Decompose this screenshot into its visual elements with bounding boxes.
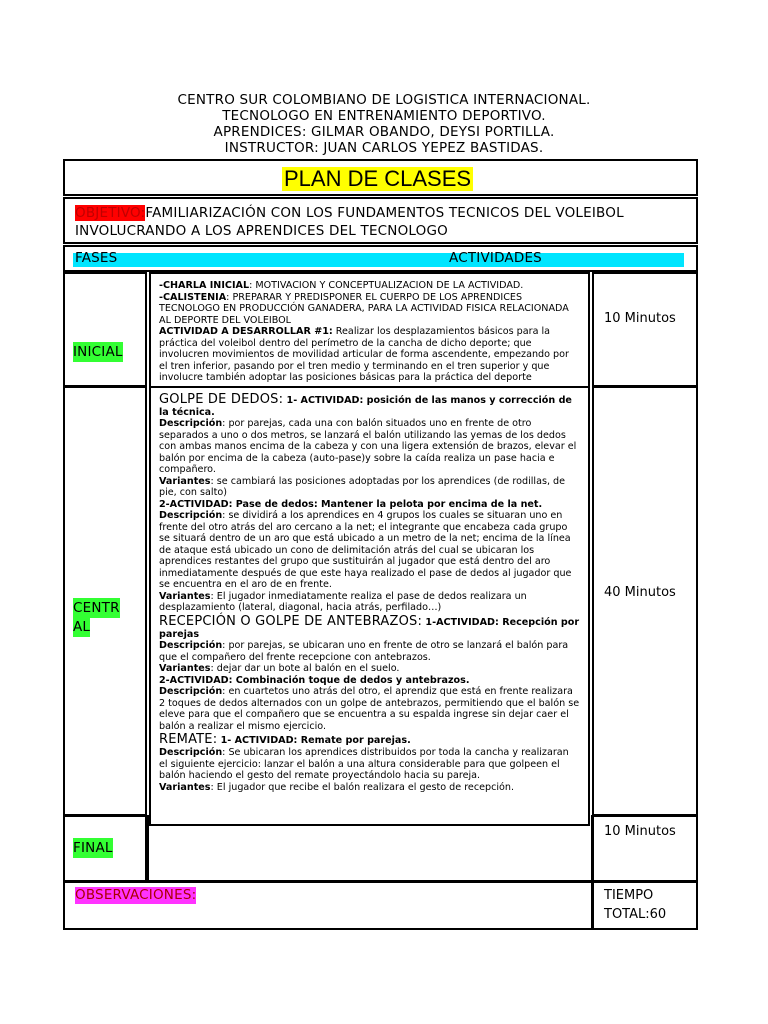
recepcion-activity-2: 2-ACTIVIDAD: Combinación toque de dedos y antebrazos. <box>159 674 470 686</box>
remate-var-1-label: Variantes <box>159 781 211 793</box>
recepcion-desc-2: : en cuartetos uno atrás del otro, el aprendiz que está en frente realizara 2 toques de dedos alternados con un golpe de antebrazos, permitiendo que el balón se eleve para que el compañero que se encuentra a su espalda ingrese sin dejar caer el balón a realizar el mismo ejercicio. <box>159 686 580 732</box>
column-header-highlight <box>73 253 684 267</box>
calistenia-label: -CALISTENIA <box>159 291 227 303</box>
objective-row <box>63 197 698 244</box>
phase-central-label-2: AL <box>73 619 91 635</box>
activity-1-label: ACTIVIDAD A DESARROLLAR #1: <box>159 326 333 337</box>
golpe-title: GOLPE DE DEDOS: <box>159 391 284 407</box>
recepcion-activity-1: 1-ACTIVIDAD: Recepción por parejas <box>159 616 580 640</box>
golpe-var-1: : se cambiará las posiciones adoptadas por los aprendices (de rodillas, de pie, con salto) <box>159 475 566 498</box>
time-inicial: 10 Minutos <box>604 311 676 326</box>
phase-cell-inicial <box>63 272 147 387</box>
recepcion-desc-1: : por parejas, se ubicaran uno en frente de otro se lanzará el balón para que el compañero del frente recepcione con antebrazos. <box>159 640 569 663</box>
remate-activity-1: 1- ACTIVIDAD: Remate por parejas. <box>217 735 411 746</box>
phase-cell-central <box>63 386 147 816</box>
time-cell-inicial <box>592 272 698 387</box>
golpe-var-2-label: Variantes <box>159 590 211 602</box>
column-actividades: ACTIVIDADES <box>449 250 542 266</box>
recepcion-var-1-label: Variantes <box>159 663 211 674</box>
remate-desc-1-label: Descripción <box>159 747 223 758</box>
recepcion-var-1: : dejar dar un bote al balón en el suelo. <box>210 663 400 674</box>
golpe-desc-2-label: Descripción <box>159 510 223 521</box>
remate-desc-1: : Se ubicaran los aprendices distribuidos por toda la cancha y realizaran el siguiente ejercicio: lanzar el balón a una altura considerable para que golpeen el balón haciendo el gesto del remate proyectándolo hacia su pareja. <box>159 747 569 781</box>
activities-cell <box>149 272 590 826</box>
activity-divider <box>149 386 590 388</box>
golpe-activity-2: 2-ACTIVIDAD: Pase de dedos: Mantener la pelota por encima de la net. <box>159 498 543 510</box>
phase-inicial-label: INICIAL <box>73 344 123 360</box>
header-line-2: TECNOLOGO EN ENTRENAMIENTO DEPORTIVO. <box>222 108 546 124</box>
objective-text: FAMILIARIZACIÓN CON LOS FUNDAMENTOS TECNICOS DEL VOLEIBOL INVOLUCRANDO A LOS APRENDICES DEL TECNOLOGO <box>75 205 624 239</box>
objective-label: OBJETIVO: <box>75 205 146 221</box>
golpe-var-1-label: Variantes <box>159 475 211 487</box>
time-central: 40 Minutos <box>604 585 676 600</box>
phase-cell-final <box>63 815 147 882</box>
golpe-var-2: : El jugador inmediatamente realiza el pase de dedos realizara un desplazamiento (lateral, diagonal, hacia atrás, perfilado…) <box>159 590 527 613</box>
phase-final-label: FINAL <box>73 840 113 856</box>
document-header <box>0 92 768 156</box>
recepcion-desc-1-label: Descripción <box>159 640 223 651</box>
remate-title: REMATE: <box>159 732 218 747</box>
objective-text-block <box>75 204 695 240</box>
plan-title: PLAN DE CLASES <box>284 166 472 191</box>
time-final: 10 Minutos <box>604 824 676 839</box>
charla-text: : MOTIVACION Y CONCEPTUALIZACION DE LA ACTIVIDAD. <box>249 280 524 291</box>
header-line-3: APRENDICES: GILMAR OBANDO, DEYSI PORTILLA. <box>213 124 555 140</box>
calistenia-text: : PREPARAR Y PREDISPONER EL CUERPO DE LOS APRENDICES TECNOLOGO EN PRODUCCIÓN GANADERA, PARA LA ACTIVIDAD FISICA RELACIONADA AL DEPORTE DEL VOLEIBOL <box>159 291 569 326</box>
header-line-4: INSTRUCTOR: JUAN CARLOS YEPEZ BASTIDAS. <box>224 140 544 156</box>
golpe-desc-1-label: Descripción <box>159 418 223 429</box>
title-row <box>63 159 698 196</box>
observaciones-label: OBSERVACIONES: <box>75 887 197 903</box>
activity-1-text: Realizar los desplazamientos básicos para la práctica del voleibol dentro del perímetro de la cancha de dicho deporte; que involucren movimientos de movilidad articular de forma ascendente, empezando por el tren inferior, pasando por el tren medio y terminando en el tren superior y que involucre también adoptar las posiciones básicas para la práctica del deporte <box>159 326 569 383</box>
recepcion-desc-2-label: Descripción <box>159 686 223 697</box>
column-fases: FASES <box>75 250 118 266</box>
remate-var-1: : El jugador que recibe el balón realizara el gesto de recepción. <box>210 781 515 793</box>
observaciones-cell <box>63 881 593 930</box>
total-time-cell <box>592 881 698 930</box>
total-time-line-2: TOTAL:60 <box>604 907 667 922</box>
phase-central-label-1: CENTR <box>73 600 120 616</box>
total-time-line-1: TIEMPO <box>604 888 654 903</box>
time-cell-final <box>592 815 698 882</box>
recepcion-title: RECEPCIÓN O GOLPE DE ANTEBRAZOS: <box>159 613 423 629</box>
charla-label: -CHARLA INICIAL <box>159 280 250 291</box>
column-header-row <box>63 245 698 272</box>
time-cell-central <box>592 386 698 816</box>
golpe-desc-2: : se dividirá a los aprendices en 4 grupos los cuales se situaran uno en frente del otro atrás del aro cercano a la net; el integrante que encabeza cada grupo se situará dentro de un aro que está ubicado a un metro de la net; encima de la línea de ataque está ubicado un cono de delimitación atrás del cual se ubicaran los aprendices restantes del grupo que sustituirán al jugador que está dentro del aro inmediatamente después de que este haya realizado el pase de dedos al jugador que se encuentra en el aro de en frente. <box>159 510 572 590</box>
golpe-activity-1: 1- ACTIVIDAD: posición de las manos y corrección de la técnica. <box>159 394 572 418</box>
golpe-desc-1: : por parejas, cada una con balón situados uno en frente de otro separados a uno o dos metros, se lanzará el balón utilizando las yemas de los dedos con ambas manos encima de la cabeza y con una ligera extensión de brazos, elevar el balón por encima de la cabeza (auto-pase)y sobre la caída realiza un pase hacia e compañero. <box>159 418 577 475</box>
header-line-1: CENTRO SUR COLOMBIANO DE LOGISTICA INTERNACIONAL. <box>177 92 591 108</box>
